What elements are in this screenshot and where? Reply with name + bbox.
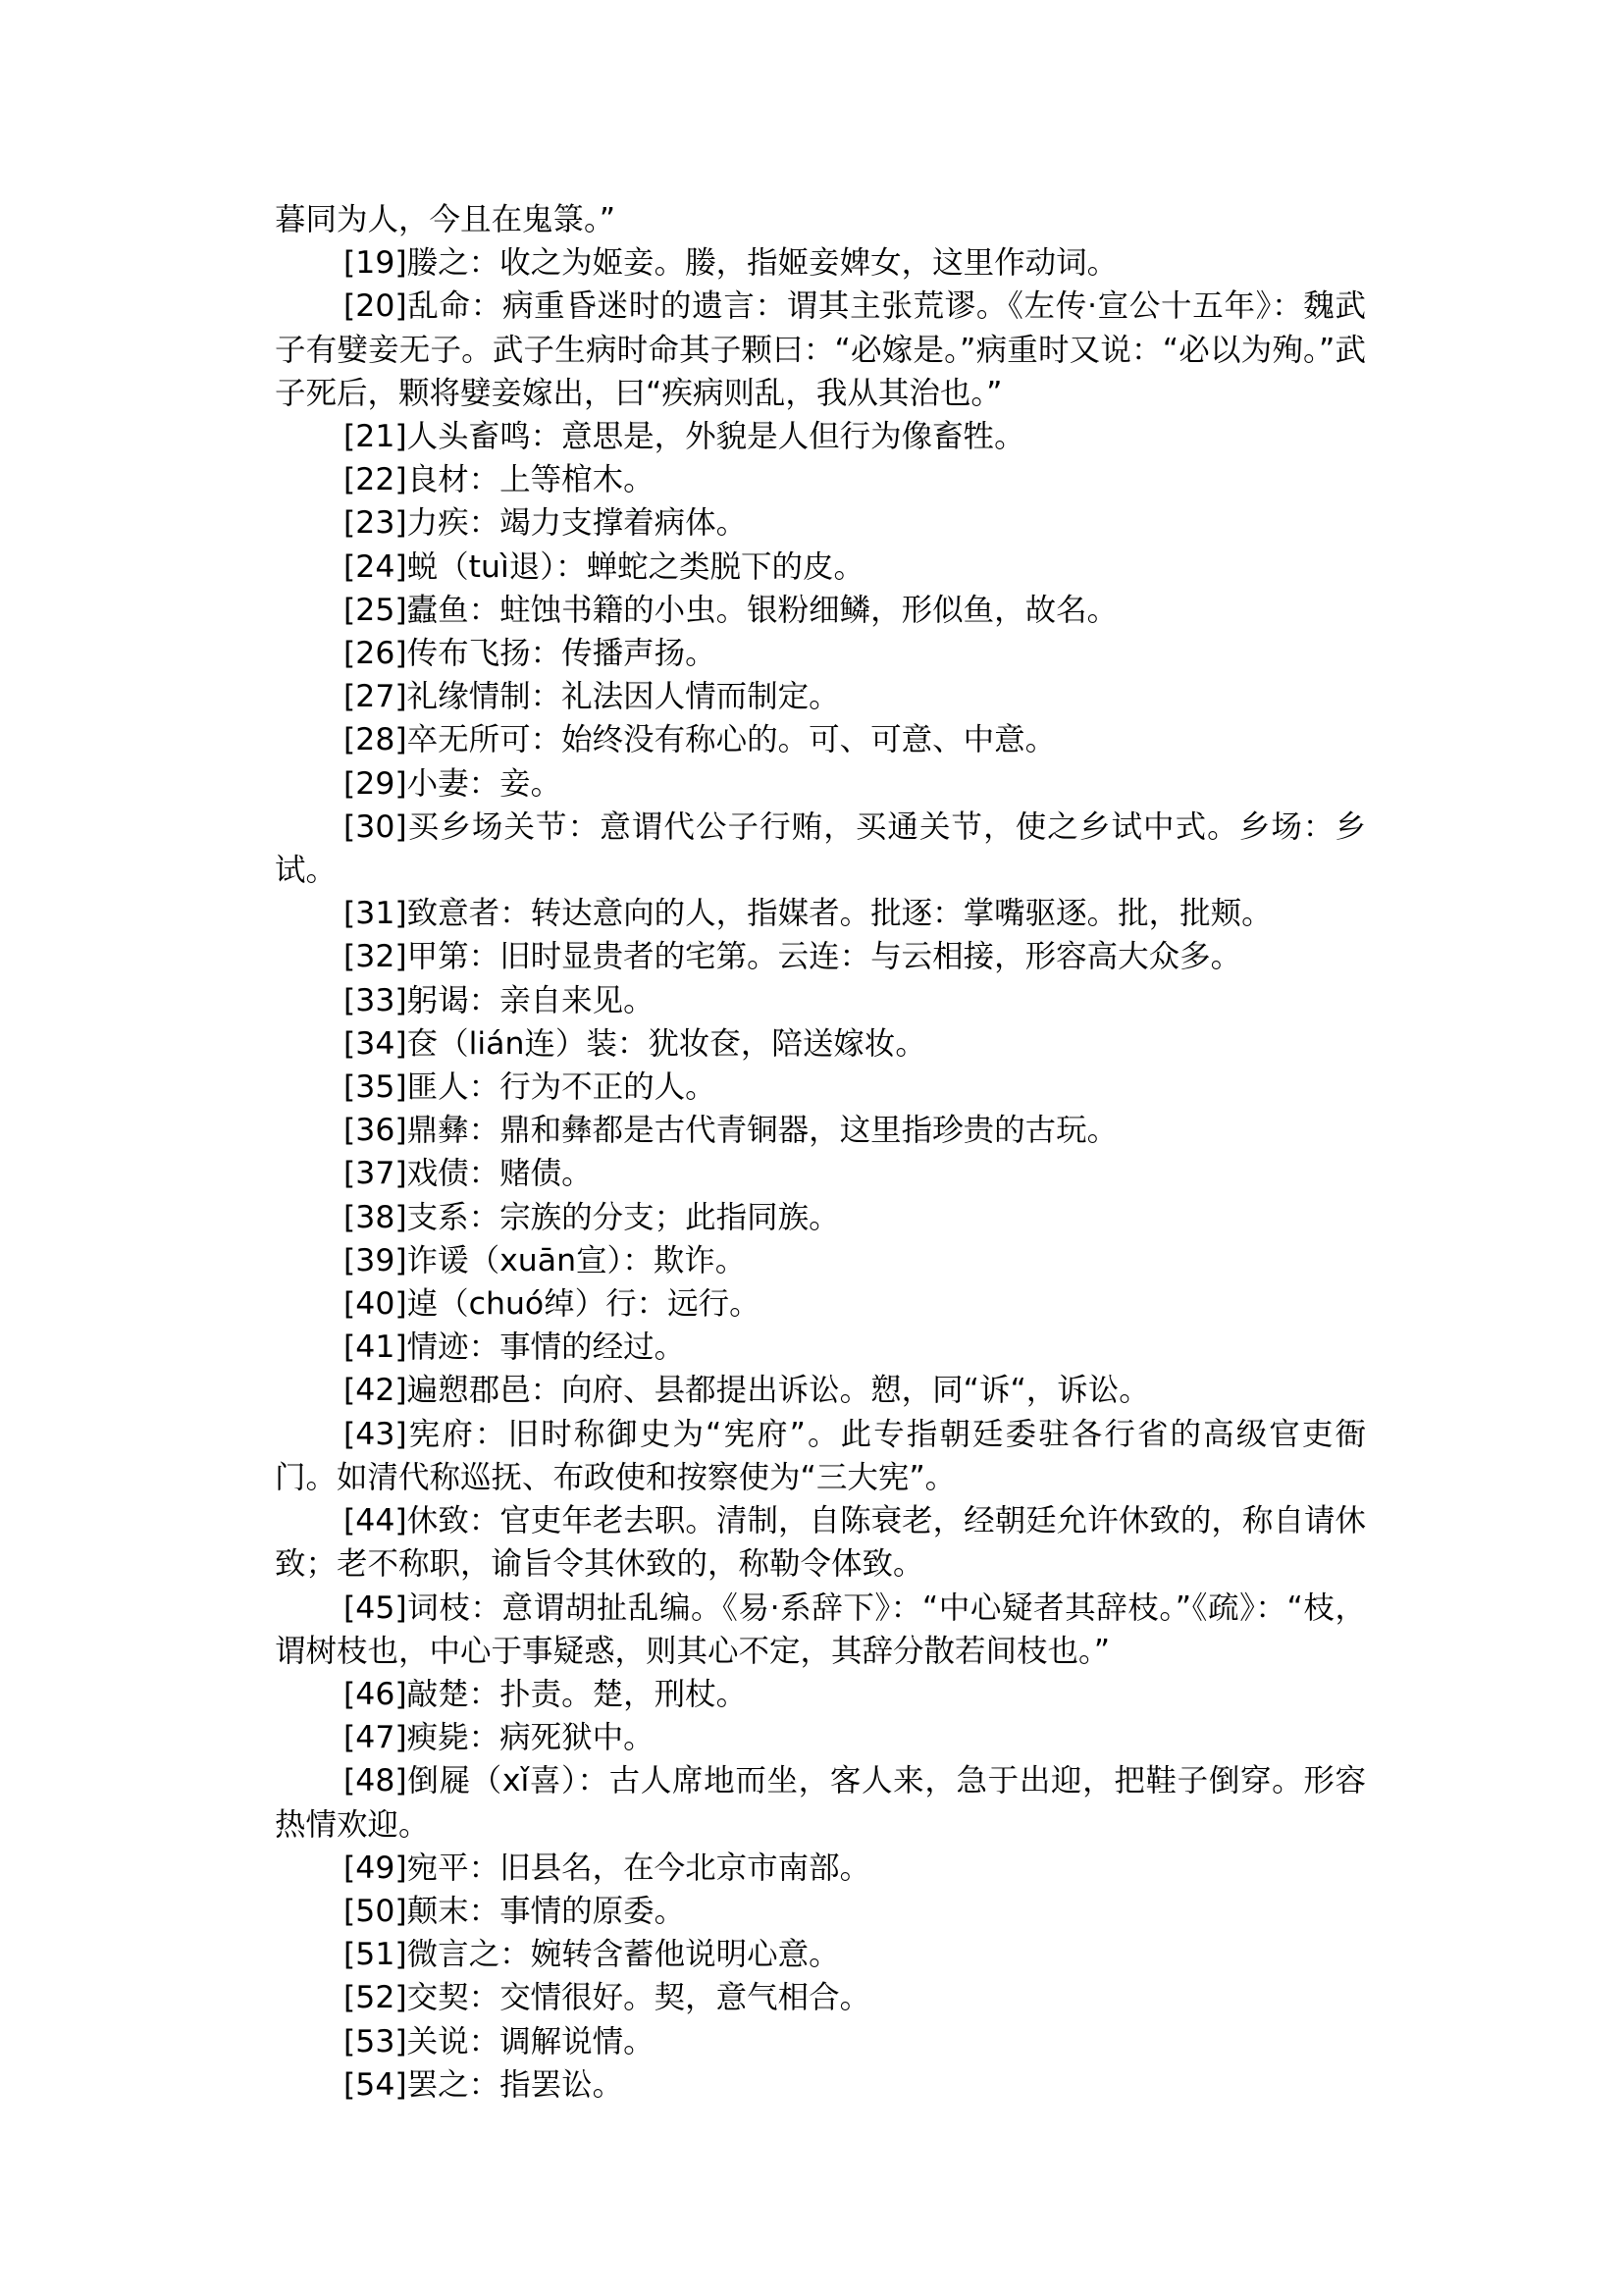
note-31: [31]致意者：转达意向的人，指媒者。批逐：掌嘴驱逐。批，批颊。	[343, 896, 1273, 932]
note-32: [32]甲第：旧时显贵者的宅第。云连：与云相接，形容高大众多。	[343, 939, 1242, 975]
note-38: [38]支系：宗族的分支；此指同族。	[343, 1199, 840, 1235]
note-35: [35]匪人：行为不正的人。	[343, 1069, 716, 1106]
note-52: [52]交契：交情很好。契，意气相合。	[343, 1980, 871, 2016]
note-42: [42]遍愬郡邑：向府、县都提出诉讼。愬，同“诉“，诉讼。	[343, 1373, 1150, 1409]
document-page	[275, 198, 1366, 2107]
note-46: [46]敲楚：扑责。楚，刑杖。	[343, 1676, 748, 1712]
note-50: [50]颠末：事情的原委。	[343, 1893, 686, 1929]
note-43: [43]宪府：旧时称御史为“宪府”。此专指朝廷委驻各行省的高级官吏衙门。如清代称巡抚、布政使和按察使为“三大宪”。	[275, 1416, 1366, 1495]
note-20: [20]乱命：病重昏迷时的遗言：谓其主张荒谬。《左传·宣公十五年》：魏武子有嬖妾无子。武子生病时命其子颗曰：“必嫁是。”病重时又说：“必以为殉。”武子死后，颗将嬖妾嫁出，曰“疾病则乱，我从其治也。”	[275, 288, 1366, 411]
note-53: [53]关说：调解说情。	[343, 2023, 655, 2059]
note-23: [23]力疾：竭力支撑着病体。	[343, 505, 748, 542]
note-36: [36]鼎彝：鼎和彝都是古代青铜器，这里指珍贵的古玩。	[343, 1113, 1119, 1149]
note-40: [40]逴（chuó绰）行：远行。	[343, 1286, 760, 1323]
note-24: [24]蜕（tuì退）：蝉蛇之类脱下的皮。	[343, 548, 864, 585]
note-51: [51]微言之：婉转含蓄他说明心意。	[343, 1937, 840, 1973]
note-25: [25]蠹鱼：蛀蚀书籍的小虫。银粉细鳞，形似鱼，故名。	[343, 592, 1119, 628]
note-22: [22]良材：上等棺木。	[343, 462, 655, 498]
note-33: [33]躬谒：亲自来见。	[343, 982, 655, 1018]
note-27: [27]礼缘情制：礼法因人情而制定。	[343, 679, 840, 715]
note-29: [29]小妻：妾。	[343, 765, 562, 802]
note-paragraph: 暮同为人，今且在鬼箓。”	[275, 202, 616, 237]
note-41: [41]情迹：事情的经过。	[343, 1329, 686, 1366]
note-48: [48]倒屣（xǐ喜）：古人席地而坐，客人来，急于出迎，把鞋子倒穿。形容热情欢迎。	[275, 1763, 1366, 1843]
note-54: [54]罢之：指罢讼。	[343, 2066, 624, 2103]
note-39: [39]诈谖（xuān宣）：欺诈。	[343, 1242, 747, 1278]
note-30: [30]买乡场关节：意谓代公子行贿，买通关节，使之乡试中式。乡场：乡试。	[275, 808, 1366, 889]
note-28: [28]卒无所可：始终没有称心的。可、可意、中意。	[343, 722, 1057, 758]
note-37: [37]戏债：赌债。	[343, 1156, 593, 1192]
note-26: [26]传布飞扬：传播声扬。	[343, 636, 716, 672]
note-49: [49]宛平：旧县名，在今北京市南部。	[343, 1850, 871, 1886]
note-44: [44]休致：官吏年老去职。清制，自陈衰老，经朝廷允许休致的，称自请休致；老不称职，谕旨令其休致的，称勒令体致。	[275, 1503, 1366, 1583]
note-19: [19]媵之：收之为姬妾。媵，指姬妾婢女，这里作动词。	[343, 245, 1119, 282]
note-34: [34]奁（lián连）装：犹妆奁，陪送嫁妆。	[343, 1025, 926, 1062]
note-45: [45]词枝：意谓胡扯乱编。《易·系辞下》：“中心疑者其辞枝。”《疏》：“枝，谓树枝也，中心于事疑惑，则其心不定，其辞分散若间枝也。”	[275, 1590, 1366, 1669]
note-21: [21]人头畜鸣：意思是，外貌是人但行为像畜牲。	[343, 419, 1025, 455]
note-47: [47]瘐毙：病死狱中。	[343, 1720, 655, 1756]
